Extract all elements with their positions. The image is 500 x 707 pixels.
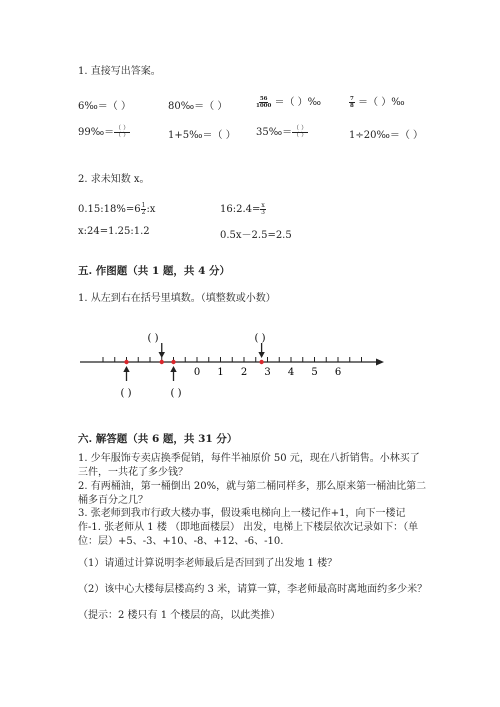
equation: x:24=1.25:1.2 <box>78 226 150 237</box>
tick-label: 5 <box>311 367 318 378</box>
fraction: （ ） （ ） <box>115 125 130 139</box>
fraction: $\frac{1}{2}$ <box>141 202 146 216</box>
marked-point <box>160 360 164 364</box>
tick-label: 1 <box>217 367 224 378</box>
question-text: 1. 从左到右在括号里填数。（填整数或小数） <box>78 293 276 304</box>
exercise-item: 1+5‰＝（ ） <box>168 130 236 141</box>
exercise-item: $\frac{7}{8}$ ＝（ ）‰ <box>350 96 405 109</box>
tick-label: 2 <box>240 367 248 378</box>
number-line-figure <box>70 325 390 405</box>
hint-text: （提示：2 楼只有 1 个楼层的高，以此类推） <box>78 610 281 621</box>
fraction: $\frac{x}{3}$ <box>261 202 265 216</box>
tick-label: 3 <box>264 367 271 378</box>
fraction: $\frac{56}{1000}$ <box>256 96 272 109</box>
tick-label: 4 <box>287 367 295 378</box>
marked-point <box>171 360 175 364</box>
marked-point <box>124 360 128 364</box>
fraction: （ ） （ ） <box>293 125 308 139</box>
arrow-up-icon <box>123 366 129 372</box>
question-text: 1. 少年服饰专卖店换季促销，每件半袖原价 50 元，现在八折销售。小林买了三件，一共花了多少钱？ <box>78 453 420 478</box>
exercise-item: 6‰＝（ ） <box>78 101 131 112</box>
sub-question: （2）该中心大楼每层楼高约 3 米，请算一算，李老师最高时离地面约多少米？ <box>78 584 428 595</box>
exercise-item: 1÷20‰＝（ ） <box>349 130 424 141</box>
arrow-head-icon <box>376 359 384 366</box>
arrow-down-icon <box>159 352 166 358</box>
exercise-item: 80‰＝（ ） <box>168 101 228 112</box>
tick-label: 0 <box>193 367 201 378</box>
equation: 0.5x－2.5=2.5 <box>220 230 292 241</box>
section-heading: 五. 作图题（共 1 题，共 4 分） <box>78 265 231 277</box>
sub-question: （1）请通过计算说明李老师最后是否回到了出发地 1 楼？ <box>78 558 338 569</box>
answer-blank: ( ) <box>170 388 182 399</box>
equation: 16:2.4= $\frac{x}{3}$ <box>220 202 265 216</box>
equation: 0.15:18%=6 $\frac{1}{2}$ :x <box>78 202 156 216</box>
question-title: 1. 直接写出答案。 <box>78 66 161 77</box>
arrow-down-icon <box>258 352 264 358</box>
fraction: $\frac{7}{8}$ <box>350 96 354 109</box>
exercise-item: $\frac{56}{1000}$ ＝（ ）‰ <box>256 96 322 109</box>
section-heading: 六. 解答题（共 6 题，共 31 分） <box>78 433 238 445</box>
marked-point <box>259 360 263 364</box>
answer-blank: ( ) <box>147 333 159 344</box>
exercise-item: 99‰＝ （ ） （ ） <box>78 125 130 139</box>
tick-label: 6 <box>334 367 342 378</box>
question-text: 2. 有两桶油，第一桶倒出 20%，就与第二桶同样多，那么原来第一桶油比第二桶多百分之几？ <box>78 481 427 506</box>
question-text: 3. 张老师到我市行政大楼办事，假设乘电梯向上一楼记作+1，向下一楼记作-1. 张老师从 1 楼 （即地面楼层） 出发，电梯上下楼层依次记录如下：（单位：层）+5、-3、+10、-8、+12、-6、-10. <box>78 508 419 547</box>
question-title: 2. 求未知数 x。 <box>78 174 150 185</box>
exercise-item: 35‰＝ （ ） （ ） <box>256 125 308 139</box>
answer-blank: ( ) <box>120 388 132 399</box>
arrow-up-icon <box>170 366 176 372</box>
tick-marks <box>103 357 362 362</box>
answer-blank: ( ) <box>254 333 266 344</box>
